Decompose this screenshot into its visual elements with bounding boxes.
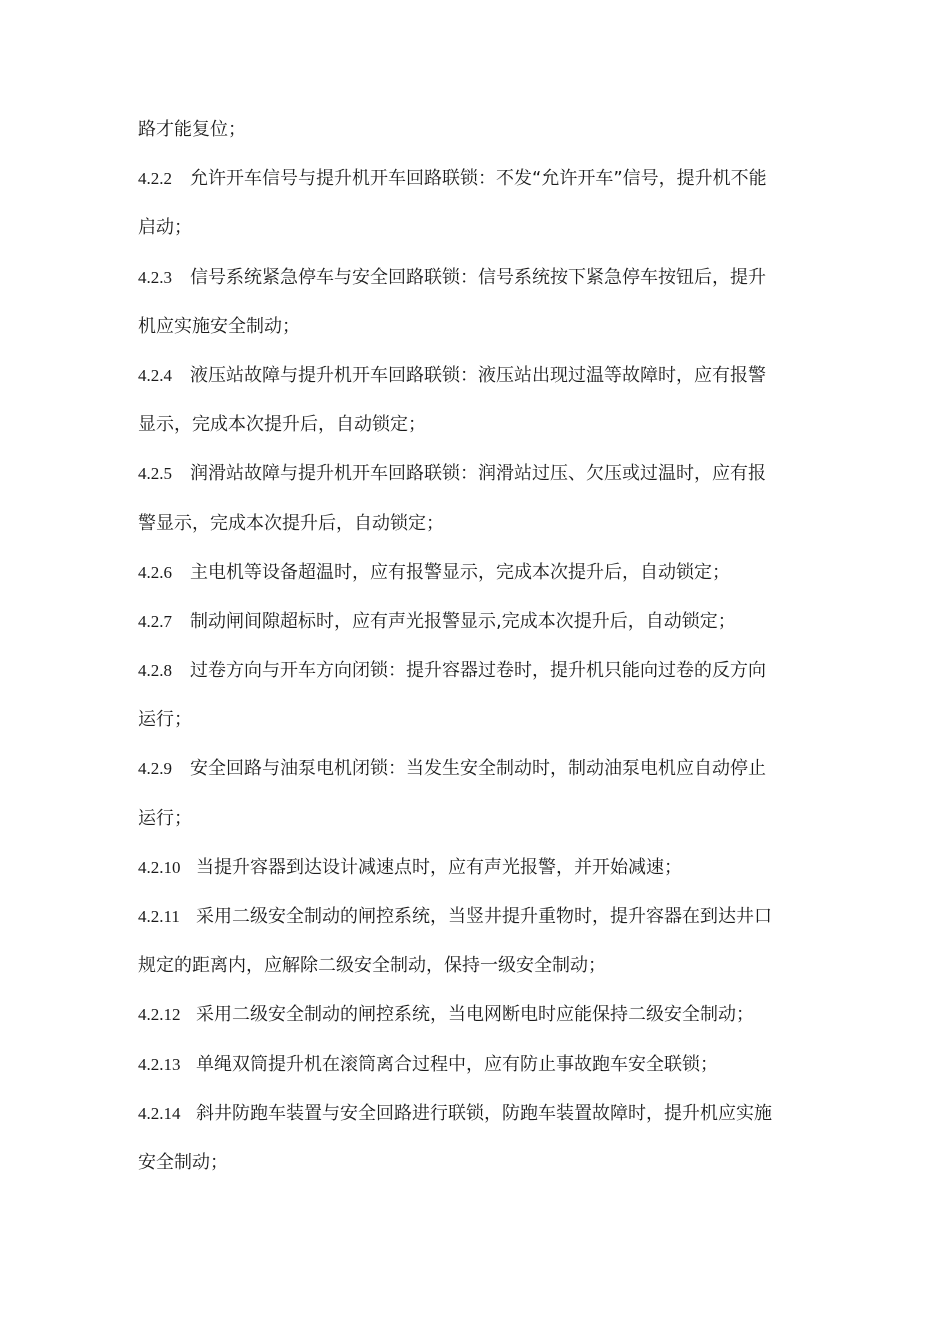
clause-number: 4.2.3 <box>138 267 172 287</box>
clause-text: 制动闸间隙超标时，应有声光报警显示,完成本次提升后，自动锁定； <box>190 610 736 632</box>
clause-number: 4.2.4 <box>138 365 172 385</box>
paragraph-4-2-9-line-1 <box>138 744 818 793</box>
paragraph-4-2-7-line-1 <box>138 597 818 646</box>
paragraph-4-2-10-line-1 <box>138 843 818 892</box>
paragraph-4-2-14-line-1 <box>138 1089 818 1138</box>
clause-text: 信号系统紧急停车与安全回路联锁：信号系统按下紧急停车按钮后，提升 <box>190 266 766 288</box>
clause-text: 路才能复位； <box>138 119 246 140</box>
paragraph-4-2-5-line-1 <box>138 449 818 498</box>
clause-number: 4.2.12 <box>138 1005 181 1025</box>
paragraph-4-2-2-line-1 <box>138 154 818 203</box>
clause-text: 主电机等设备超温时，应有报警显示，完成本次提升后，自动锁定； <box>190 561 730 583</box>
clause-number: 4.2.14 <box>138 1103 181 1123</box>
clause-text: 启动； <box>138 217 192 239</box>
paragraph-4-2-3-line-1 <box>138 253 818 302</box>
paragraph-4-2-14-line-2 <box>138 1138 818 1187</box>
clause-text: 采用二级安全制动的闸控系统，当电网断电时应能保持二级安全制动； <box>196 1004 754 1026</box>
clause-number: 4.2.10 <box>138 857 181 877</box>
clause-text: 当提升容器到达设计减速点时，应有声光报警，并开始减速； <box>196 856 682 878</box>
clause-text: 运行； <box>138 709 192 731</box>
paragraph-4-2-4-line-1 <box>138 351 818 400</box>
clause-number: 4.2.2 <box>138 169 172 189</box>
document-page <box>138 105 818 1187</box>
paragraph-4-2-2-line-2 <box>138 203 818 252</box>
clause-text: 安全制动； <box>138 1151 228 1173</box>
clause-number: 4.2.9 <box>138 759 172 779</box>
paragraph-4-2-9-line-2 <box>138 794 818 843</box>
clause-text: 单绳双筒提升机在滚筒离合过程中，应有防止事故跑车安全联锁； <box>196 1053 718 1075</box>
clause-text: 斜井防跑车装置与安全回路进行联锁，防跑车装置故障时，提升机应实施 <box>196 1102 772 1124</box>
paragraph-4-2-6-line-1 <box>138 548 818 597</box>
paragraph-4-2-12-line-1 <box>138 990 818 1039</box>
clause-number: 4.2.7 <box>138 611 172 631</box>
clause-text: 安全回路与油泵电机闭锁：当发生安全制动时，制动油泵电机应自动停止 <box>190 758 766 780</box>
clause-text: 机应实施安全制动； <box>138 315 300 337</box>
clause-number: 4.2.8 <box>138 661 172 681</box>
paragraph-cont-line-1 <box>138 105 818 154</box>
clause-text: 过卷方向与开车方向闭锁：提升容器过卷时，提升机只能向过卷的反方向 <box>190 660 766 682</box>
clause-text: 运行； <box>138 807 192 829</box>
clause-text: 液压站故障与提升机开车回路联锁：液压站出现过温等故障时，应有报警 <box>190 364 766 386</box>
paragraph-4-2-3-line-2 <box>138 302 818 351</box>
clause-text: 允许开车信号与提升机开车回路联锁：不发“允许开车”信号，提升机不能 <box>190 168 767 190</box>
paragraph-4-2-5-line-2 <box>138 499 818 548</box>
paragraph-4-2-8-line-2 <box>138 695 818 744</box>
paragraph-4-2-11-line-2 <box>138 941 818 990</box>
clause-number: 4.2.11 <box>138 907 180 926</box>
paragraph-4-2-13-line-1 <box>138 1040 818 1089</box>
clause-number: 4.2.5 <box>138 464 172 484</box>
paragraph-4-2-8-line-1 <box>138 646 818 695</box>
clause-number: 4.2.13 <box>138 1054 181 1074</box>
clause-text: 规定的距离内，应解除二级安全制动，保持一级安全制动； <box>138 955 606 977</box>
clause-text: 警显示，完成本次提升后，自动锁定； <box>138 512 444 534</box>
clause-number: 4.2.6 <box>138 562 172 582</box>
clause-text: 润滑站故障与提升机开车回路联锁：润滑站过压、欠压或过温时，应有报 <box>190 463 766 485</box>
paragraph-4-2-11-line-1 <box>138 892 818 941</box>
clause-text: 显示，完成本次提升后，自动锁定； <box>138 414 426 436</box>
clause-text: 采用二级安全制动的闸控系统，当竖井提升重物时，提升容器在到达井口 <box>196 906 772 927</box>
paragraph-4-2-4-line-2 <box>138 400 818 449</box>
